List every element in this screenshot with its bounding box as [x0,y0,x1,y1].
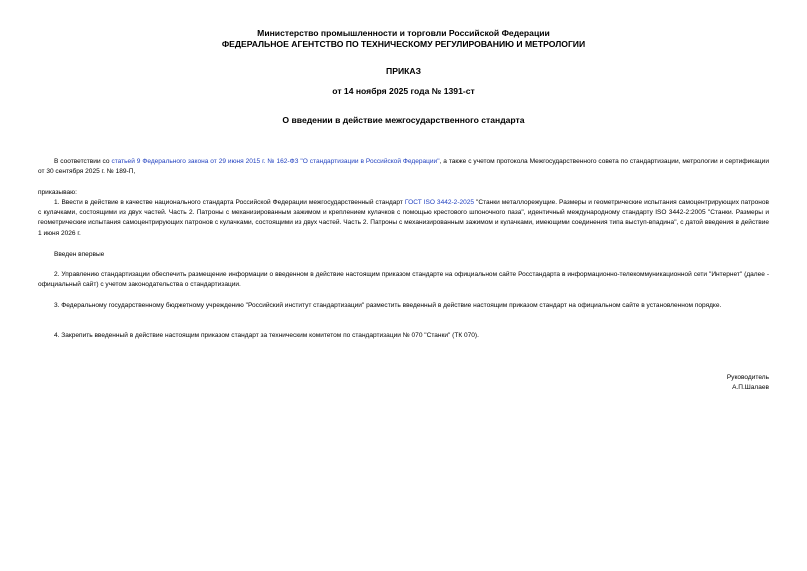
intro-suffix: , а также с учетом протокола Межгосударственного совета по стандартизации, метрологии и сертификации от 30 сентября 2025 г. № 189-П, [38,158,769,176]
intro-paragraph [38,157,769,177]
standard-link[interactable]: ГОСТ ISO 3442-2-2025 [404,199,475,206]
document-page [38,0,769,571]
agency-name: ФЕДЕРАЛЬНОЕ АГЕНТСТВО ПО ТЕХНИЧЕСКОМУ РЕГУЛИРОВАНИЮ И МЕТРОЛОГИИ [221,39,586,49]
law-link[interactable]: статьей 9 Федерального закона от 29 июня 2015 г. № 162-ФЗ "О стандартизации в Российской Федерации" [111,158,440,165]
item-2-paragraph: 2. Управлению стандартизации обеспечить размещение информации о введенном в действие настоящим приказом стандарте на официальном сайте Росстандарта в информационно-телекоммуникационной сети "Интернет" (далее - официальный сайт) с учетом законодательства о стандартизации. [38,271,769,289]
decree-word: приказываю: [38,189,77,196]
signature-block [727,373,769,393]
first-time-note: Введен впервые [54,251,105,258]
order-date: от 14 ноября 2025 года № 1391-ст [332,86,475,96]
item-1-paragraph [38,198,769,239]
signature-name: А.П.Шалаев [732,384,769,392]
intro-prefix: В соответствии со [54,158,112,165]
order-subject: О введении в действие межгосударственного стандарта [282,115,525,125]
item-1-prefix: 1. Ввести в действие в качестве национального стандарта Российской Федерации межгосударственный стандарт [54,199,405,206]
item-3-paragraph: 3. Федеральному государственному бюджетному учреждению "Российский институт стандартизации" разместить введенный в действие настоящим приказом стандарт на официальном сайте в установленном порядке. [54,302,722,309]
signature-position: Руководитель [726,374,769,381]
item-4-paragraph: 4. Закрепить введенный в действие настоящим приказом стандарт за техническим комитетом по стандартизации № 070 "Станки" (ТК 070). [54,332,479,339]
item-1-suffix: "Станки металлорежущие. Размеры и геометрические испытания самоцентрирующих патронов с кулачками, состоящими из двух частей. Часть 2. Патроны с механизированным зажимом и креплением кулачков с помощью крестового шпоночного паза", идентичный международному стандарту ISO 3442-2:2005 "Станки. Размеры и геометрические испытания самоцентрирующих патронов с кулачками, состоящими из двух частей. Часть 2. Патроны с механизированным зажимом и кулачками, имеющими соединения типа выступ-впадина", с датой введения в действие 1 июня 2026 г. [38,199,770,237]
order-title: ПРИКАЗ [386,66,421,76]
ministry-name: Министерство промышленности и торговли Российской Федерации [257,28,550,38]
